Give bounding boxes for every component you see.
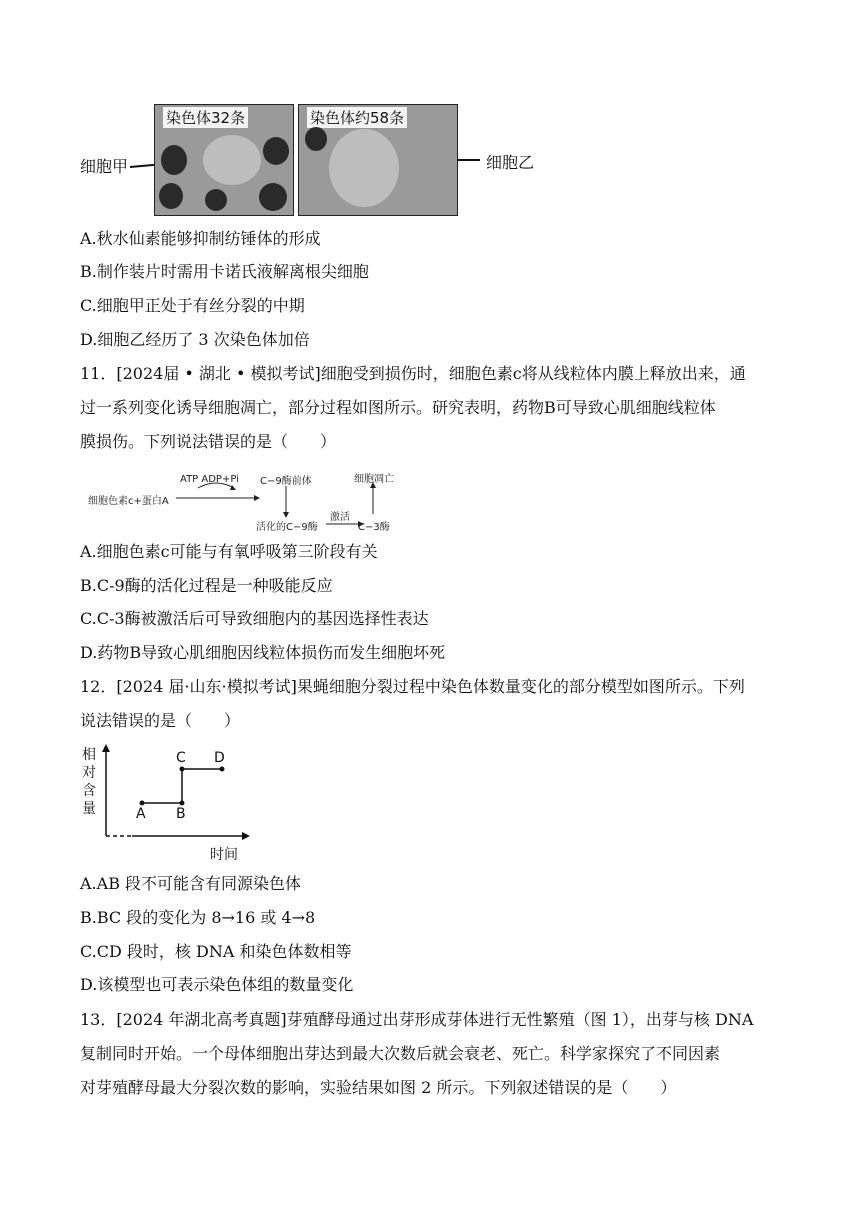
graph-ylabel-1: 相	[82, 747, 96, 763]
q10-option-d: D.细胞乙经历了 3 次染色体加倍	[80, 330, 310, 349]
panel-right-caption: 染色体约58条	[307, 107, 407, 128]
q12-option-c: C.CD 段时，核 DNA 和染色体数相等	[80, 942, 352, 961]
q11-stem-line-3: 膜损伤。下列说法错误的是（ ）	[80, 432, 337, 451]
graph-xlabel: 时间	[210, 847, 238, 863]
q13-stem-line-3: 对芽殖酵母最大分裂次数的影响，实验结果如图 2 所示。下列叙述错误的是（ ）	[80, 1078, 677, 1097]
micrograph-figure	[80, 104, 550, 220]
graph-ylabel-3: 含	[82, 783, 96, 799]
q13-stem-line-1: 13．[2024 年湖北高考真题]芽殖酵母通过出芽形成芽体进行无性繁殖（图 1），出芽与核 DNA	[80, 1010, 754, 1029]
point-c: C	[176, 750, 186, 766]
q12-option-b: B.BC 段的变化为 8→16 或 4→8	[80, 908, 316, 927]
q10-option-a: A.秋水仙素能够抑制纺锤体的形成	[80, 229, 321, 248]
q11-stem-line-1: 11．[2024届 • 湖北 • 模拟考试]细胞受到损伤时，细胞色素c将从线粒体内膜上释放出来，通	[80, 364, 746, 383]
q12-option-d: D.该模型也可表示染色体组的数量变化	[80, 975, 354, 994]
q10-option-b: B.制作装片时需用卡诺氏液解离根尖细胞	[80, 262, 369, 281]
flow-c3: C−3酶	[358, 522, 390, 533]
q11-option-c: C.C-3酶被激活后可导致细胞内的基因选择性表达	[80, 609, 429, 628]
q11-stem-line-2: 过一系列变化诱导细胞凋亡，部分过程如图所示。研究表明，药物B可导致心肌细胞线粒体	[80, 398, 716, 417]
point-a: A	[136, 806, 146, 822]
q13-stem-line-2: 复制同时开始。一个母体细胞出芽达到最大次数后就会衰老、死亡。科学家探究了不同因素	[80, 1044, 721, 1063]
cell-jia-label: 细胞甲	[80, 157, 129, 176]
apoptosis-flow-diagram	[86, 466, 416, 534]
q11-option-d: D.药物B导致心肌细胞因线粒体损伤而发生细胞坏死	[80, 643, 446, 662]
q11-option-b: B.C-9酶的活化过程是一种吸能反应	[80, 576, 333, 595]
point-b: B	[176, 806, 186, 822]
cell-yi-label: 细胞乙	[486, 153, 535, 172]
q11-option-a: A.细胞色素c可能与有氧呼吸第三阶段有关	[80, 542, 378, 561]
micrograph-right-panel	[298, 104, 458, 216]
flow-activated: 活化的C−9酶	[256, 522, 318, 533]
flow-apoptosis: 细胞凋亡	[354, 474, 394, 485]
panel-left-caption: 染色体32条	[163, 107, 248, 128]
micrograph-left-panel	[154, 104, 294, 216]
flow-precursor: C−9酶前体	[260, 476, 312, 487]
chromosome-step-graph	[80, 742, 260, 866]
q12-option-a: A.AB 段不可能含有同源染色体	[80, 874, 302, 893]
flow-energy: ATP ADP+Pi	[180, 474, 239, 485]
flow-activate-label: 激活	[330, 512, 350, 523]
graph-ylabel-4: 量	[82, 801, 96, 817]
graph-ylabel-2: 对	[82, 765, 96, 781]
q10-option-c: C.细胞甲正处于有丝分裂的中期	[80, 296, 305, 315]
q12-stem-line-2: 说法错误的是（ ）	[80, 711, 241, 730]
q12-stem-line-1: 12．[2024 届·山东·模拟考试]果蝇细胞分裂过程中染色体数量变化的部分模型如图所示。下列	[80, 677, 745, 696]
flow-start: 细胞色素c+蛋白A	[88, 496, 169, 507]
point-d: D	[214, 750, 225, 766]
